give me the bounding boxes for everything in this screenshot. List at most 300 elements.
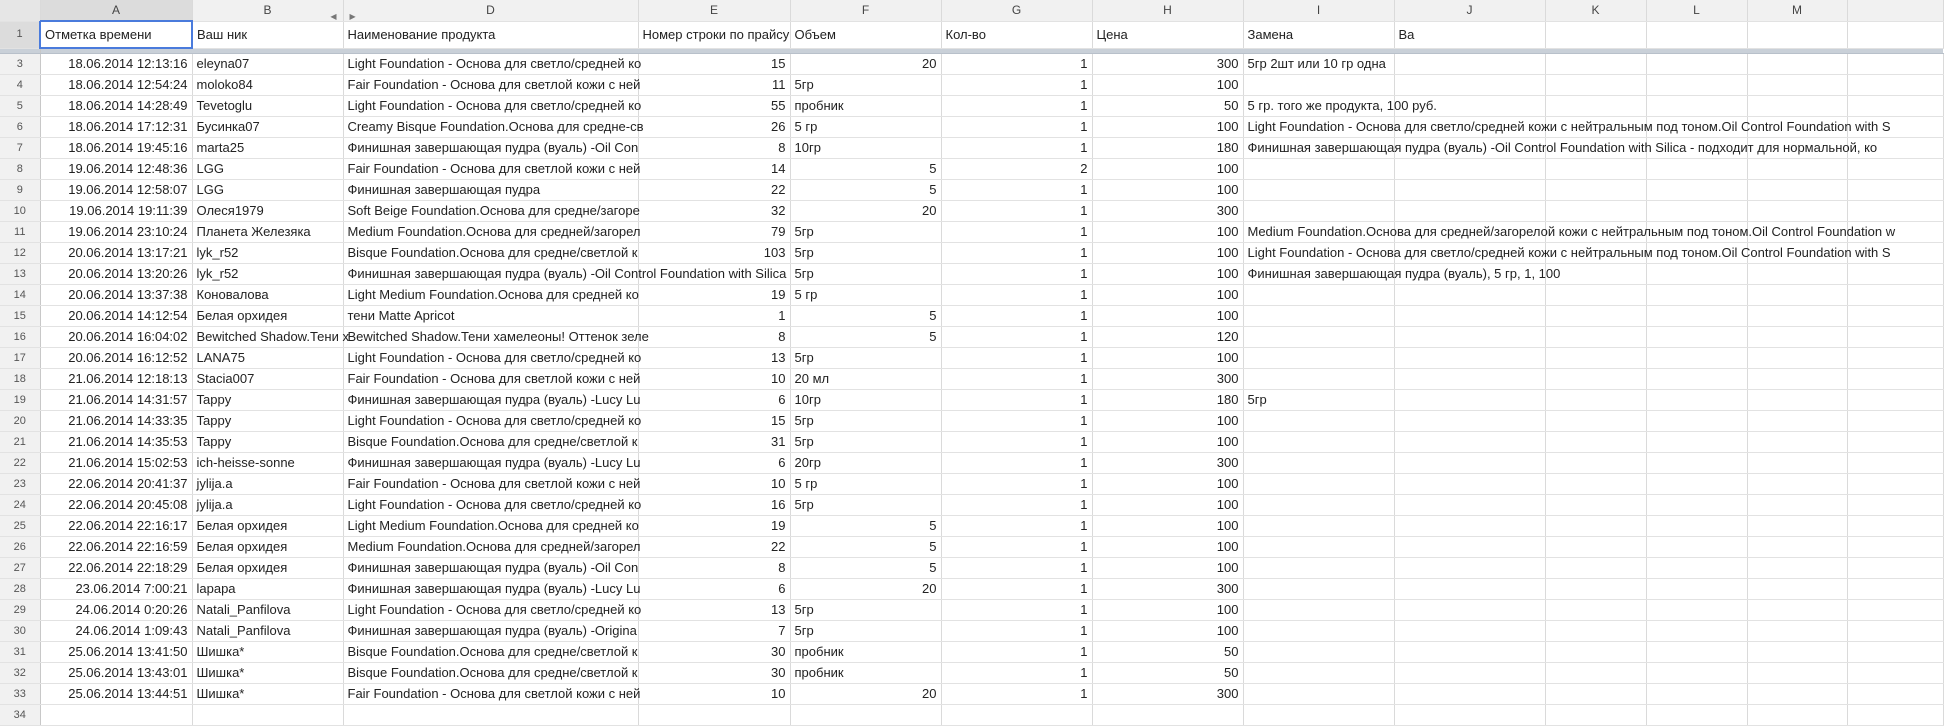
- cell[interactable]: Bisque Foundation.Основа для средне/светлой к: [343, 242, 638, 263]
- cell[interactable]: [1847, 347, 1943, 368]
- cell[interactable]: Бусинка07: [192, 116, 343, 137]
- cell[interactable]: 18.06.2014 14:28:49: [40, 95, 192, 116]
- cell[interactable]: 1: [941, 662, 1092, 683]
- cell[interactable]: 26: [638, 116, 790, 137]
- cell[interactable]: 6: [638, 452, 790, 473]
- cell[interactable]: [192, 704, 343, 725]
- cell[interactable]: 300: [1092, 452, 1243, 473]
- cell[interactable]: [1646, 305, 1747, 326]
- cell[interactable]: [1847, 389, 1943, 410]
- cell[interactable]: [1747, 620, 1847, 641]
- cell[interactable]: Белая орхидея: [192, 536, 343, 557]
- cell[interactable]: [1243, 599, 1394, 620]
- cell[interactable]: [1646, 662, 1747, 683]
- cell[interactable]: [1847, 662, 1943, 683]
- cell[interactable]: 100: [1092, 347, 1243, 368]
- cell[interactable]: marta25: [192, 137, 343, 158]
- cell[interactable]: [1646, 410, 1747, 431]
- cell[interactable]: 5: [790, 179, 941, 200]
- cell[interactable]: [1092, 704, 1243, 725]
- cell[interactable]: Natali_Panfilova: [192, 620, 343, 641]
- cell[interactable]: Light Foundation - Основа для светло/средней ко: [343, 95, 638, 116]
- cell[interactable]: Light Foundation - Основа для светло/средней ко: [343, 347, 638, 368]
- cell[interactable]: [1545, 389, 1646, 410]
- cell[interactable]: [1646, 578, 1747, 599]
- row-header[interactable]: 34: [0, 704, 40, 725]
- cell[interactable]: Light Foundation - Основа для светло/средней ко: [343, 599, 638, 620]
- cell[interactable]: [1847, 515, 1943, 536]
- column-title-cell[interactable]: [1545, 21, 1646, 48]
- cell[interactable]: [1545, 347, 1646, 368]
- cell[interactable]: [1243, 683, 1394, 704]
- cell[interactable]: 1: [638, 305, 790, 326]
- cell[interactable]: 1: [941, 74, 1092, 95]
- cell[interactable]: [1243, 662, 1394, 683]
- column-header-e[interactable]: E: [638, 0, 790, 21]
- cell[interactable]: Белая орхидея: [192, 305, 343, 326]
- cell[interactable]: [1747, 200, 1847, 221]
- row-header[interactable]: 25: [0, 515, 40, 536]
- cell[interactable]: 20.06.2014 13:20:26: [40, 263, 192, 284]
- cell[interactable]: 10гр: [790, 389, 941, 410]
- row-header[interactable]: 21: [0, 431, 40, 452]
- cell[interactable]: 20: [790, 683, 941, 704]
- cell[interactable]: 1: [941, 389, 1092, 410]
- cell[interactable]: тени Matte Apricot: [343, 305, 638, 326]
- cell[interactable]: [1747, 326, 1847, 347]
- cell[interactable]: [1646, 326, 1747, 347]
- cell[interactable]: 1: [941, 347, 1092, 368]
- cell[interactable]: [1394, 284, 1545, 305]
- cell[interactable]: [1394, 410, 1545, 431]
- cell[interactable]: [1646, 620, 1747, 641]
- triangle-left-icon[interactable]: ◀: [330, 12, 337, 21]
- cell[interactable]: 13: [638, 599, 790, 620]
- cell[interactable]: [1545, 473, 1646, 494]
- row-header[interactable]: 14: [0, 284, 40, 305]
- cell[interactable]: lyk_r52: [192, 263, 343, 284]
- column-header-b[interactable]: B ◀: [192, 0, 343, 21]
- cell[interactable]: [1847, 494, 1943, 515]
- cell[interactable]: 1: [941, 683, 1092, 704]
- cell[interactable]: [1747, 704, 1847, 725]
- cell[interactable]: moloko84: [192, 74, 343, 95]
- cell[interactable]: [1545, 53, 1646, 74]
- cell[interactable]: 300: [1092, 368, 1243, 389]
- cell[interactable]: 19.06.2014 12:58:07: [40, 179, 192, 200]
- cell[interactable]: 23.06.2014 7:00:21: [40, 578, 192, 599]
- cell[interactable]: Белая орхидея: [192, 557, 343, 578]
- cell[interactable]: [1243, 74, 1394, 95]
- column-title-cell[interactable]: [1646, 21, 1747, 48]
- cell[interactable]: [1545, 305, 1646, 326]
- cell[interactable]: 20гр: [790, 452, 941, 473]
- cell[interactable]: Natali_Panfilova: [192, 599, 343, 620]
- cell[interactable]: [1847, 473, 1943, 494]
- cell[interactable]: [1394, 368, 1545, 389]
- cell[interactable]: [1394, 452, 1545, 473]
- cell[interactable]: Финишная завершающая пудра (вуаль) -Oil Control Foundation with Silica - подходит для нормальной, ко: [1243, 137, 1394, 158]
- row-header[interactable]: 5: [0, 95, 40, 116]
- cell[interactable]: [1646, 452, 1747, 473]
- cell[interactable]: [1847, 326, 1943, 347]
- cell[interactable]: 1: [941, 137, 1092, 158]
- cell[interactable]: 21.06.2014 12:18:13: [40, 368, 192, 389]
- cell[interactable]: LGG: [192, 179, 343, 200]
- column-header-l[interactable]: L: [1646, 0, 1747, 21]
- cell[interactable]: 300: [1092, 683, 1243, 704]
- cell[interactable]: [1545, 683, 1646, 704]
- row-header[interactable]: 27: [0, 557, 40, 578]
- column-title-cell[interactable]: Наименование продукта: [343, 21, 638, 48]
- cell[interactable]: [1545, 284, 1646, 305]
- cell[interactable]: 21.06.2014 14:31:57: [40, 389, 192, 410]
- cell[interactable]: [1847, 641, 1943, 662]
- select-all-corner[interactable]: [0, 0, 40, 21]
- cell[interactable]: Финишная завершающая пудра (вуаль) -Lucy Lu: [343, 452, 638, 473]
- cell[interactable]: 20.06.2014 13:37:38: [40, 284, 192, 305]
- cell[interactable]: Stacia007: [192, 368, 343, 389]
- cell[interactable]: [1394, 305, 1545, 326]
- cell[interactable]: [1394, 158, 1545, 179]
- cell[interactable]: 100: [1092, 599, 1243, 620]
- cell[interactable]: [1545, 95, 1646, 116]
- cell[interactable]: 100: [1092, 620, 1243, 641]
- cell[interactable]: [1243, 200, 1394, 221]
- cell[interactable]: 10гр: [790, 137, 941, 158]
- column-header-a[interactable]: A: [40, 0, 192, 21]
- row-header[interactable]: 33: [0, 683, 40, 704]
- cell[interactable]: Финишная завершающая пудра (вуаль) -Origina: [343, 620, 638, 641]
- cell[interactable]: LANA75: [192, 347, 343, 368]
- cell[interactable]: Medium Foundation.Основа для средней/загорел: [343, 221, 638, 242]
- cell[interactable]: [1243, 536, 1394, 557]
- cell[interactable]: 5: [790, 158, 941, 179]
- cell[interactable]: [1747, 494, 1847, 515]
- cell[interactable]: 1: [941, 53, 1092, 74]
- column-header-f[interactable]: F: [790, 0, 941, 21]
- cell[interactable]: Коновалова: [192, 284, 343, 305]
- cell[interactable]: [1847, 179, 1943, 200]
- row-header[interactable]: 7: [0, 137, 40, 158]
- cell[interactable]: 100: [1092, 242, 1243, 263]
- cell[interactable]: [1847, 263, 1943, 284]
- cell[interactable]: Fair Foundation - Основа для светлой кожи с ней: [343, 473, 638, 494]
- cell[interactable]: [1243, 557, 1394, 578]
- cell[interactable]: Light Medium Foundation.Основа для средней ко: [343, 284, 638, 305]
- cell[interactable]: 5гр: [790, 599, 941, 620]
- cell[interactable]: 1: [941, 452, 1092, 473]
- column-title-cell[interactable]: [1747, 21, 1847, 48]
- cell[interactable]: Финишная завершающая пудра (вуаль) -Oil Con: [343, 137, 638, 158]
- cell[interactable]: 24.06.2014 1:09:43: [40, 620, 192, 641]
- cell[interactable]: [1646, 515, 1747, 536]
- cell[interactable]: пробник: [790, 95, 941, 116]
- cell[interactable]: 25.06.2014 13:43:01: [40, 662, 192, 683]
- cell[interactable]: 31: [638, 431, 790, 452]
- cell[interactable]: [1394, 662, 1545, 683]
- cell[interactable]: 180: [1092, 389, 1243, 410]
- cell[interactable]: eleyna07: [192, 53, 343, 74]
- cell[interactable]: [1394, 641, 1545, 662]
- cell[interactable]: [1646, 599, 1747, 620]
- cell[interactable]: [1394, 326, 1545, 347]
- cell[interactable]: 1: [941, 473, 1092, 494]
- cell[interactable]: [1394, 683, 1545, 704]
- cell[interactable]: [1545, 557, 1646, 578]
- triangle-right-icon[interactable]: ▶: [349, 12, 356, 21]
- row-header[interactable]: 4: [0, 74, 40, 95]
- cell[interactable]: 30: [638, 662, 790, 683]
- cell[interactable]: 1: [941, 242, 1092, 263]
- cell[interactable]: Олеся1979: [192, 200, 343, 221]
- cell[interactable]: 20.06.2014 16:12:52: [40, 347, 192, 368]
- column-header-n[interactable]: [1847, 0, 1943, 21]
- cell[interactable]: [1747, 389, 1847, 410]
- cell[interactable]: 1: [941, 641, 1092, 662]
- cell[interactable]: пробник: [790, 641, 941, 662]
- cell[interactable]: [790, 704, 941, 725]
- cell[interactable]: [1545, 515, 1646, 536]
- cell[interactable]: 5: [790, 557, 941, 578]
- column-header-h[interactable]: H: [1092, 0, 1243, 21]
- cell[interactable]: [1243, 641, 1394, 662]
- cell[interactable]: [1747, 452, 1847, 473]
- cell[interactable]: Medium Foundation.Основа для средней/загорелой кожи с нейтральным под тоном.Oil Control Foundation w: [1243, 221, 1394, 242]
- cell[interactable]: Финишная завершающая пудра (вуаль), 5 гр, 1, 100: [1243, 263, 1394, 284]
- cell[interactable]: [1646, 473, 1747, 494]
- row-header[interactable]: 22: [0, 452, 40, 473]
- cell[interactable]: 20: [790, 200, 941, 221]
- cell[interactable]: [1394, 53, 1545, 74]
- cell[interactable]: [1847, 53, 1943, 74]
- cell[interactable]: [638, 704, 790, 725]
- cell[interactable]: 5: [790, 305, 941, 326]
- cell[interactable]: 20: [790, 578, 941, 599]
- row-header[interactable]: 6: [0, 116, 40, 137]
- cell[interactable]: Light Medium Foundation.Основа для средней ко: [343, 515, 638, 536]
- row-header[interactable]: 31: [0, 641, 40, 662]
- cell[interactable]: 100: [1092, 158, 1243, 179]
- cell[interactable]: Bisque Foundation.Основа для средне/светлой к: [343, 662, 638, 683]
- cell[interactable]: [1394, 494, 1545, 515]
- column-title-cell[interactable]: Кол-во: [941, 21, 1092, 48]
- column-header-i[interactable]: I: [1243, 0, 1394, 21]
- cell[interactable]: 100: [1092, 431, 1243, 452]
- row-header[interactable]: 16: [0, 326, 40, 347]
- cell[interactable]: 5гр: [1243, 389, 1394, 410]
- cell[interactable]: 8: [638, 137, 790, 158]
- cell[interactable]: Creamy Bisque Foundation.Основа для средне-св: [343, 116, 638, 137]
- cell[interactable]: Fair Foundation - Основа для светлой кожи с ней: [343, 368, 638, 389]
- cell[interactable]: 1: [941, 410, 1092, 431]
- cell[interactable]: Tappy: [192, 410, 343, 431]
- cell[interactable]: Light Foundation - Основа для светло/средней ко: [343, 53, 638, 74]
- cell[interactable]: [1847, 599, 1943, 620]
- cell[interactable]: 22.06.2014 20:41:37: [40, 473, 192, 494]
- row-header[interactable]: 29: [0, 599, 40, 620]
- cell[interactable]: 15: [638, 53, 790, 74]
- cell[interactable]: [1394, 179, 1545, 200]
- cell[interactable]: [1646, 704, 1747, 725]
- cell[interactable]: 5 гр: [790, 473, 941, 494]
- cell[interactable]: [1394, 200, 1545, 221]
- cell[interactable]: [1545, 410, 1646, 431]
- cell[interactable]: [1545, 179, 1646, 200]
- cell[interactable]: [1243, 305, 1394, 326]
- cell[interactable]: [1394, 431, 1545, 452]
- cell[interactable]: [1847, 74, 1943, 95]
- cell[interactable]: [1747, 557, 1847, 578]
- cell[interactable]: 20.06.2014 13:17:21: [40, 242, 192, 263]
- cell[interactable]: [1243, 326, 1394, 347]
- cell[interactable]: [1847, 431, 1943, 452]
- cell[interactable]: Fair Foundation - Основа для светлой кожи с ней: [343, 158, 638, 179]
- cell[interactable]: Планета Железяка: [192, 221, 343, 242]
- cell[interactable]: 120: [1092, 326, 1243, 347]
- cell[interactable]: 5гр: [790, 221, 941, 242]
- cell[interactable]: [1545, 494, 1646, 515]
- cell[interactable]: 180: [1092, 137, 1243, 158]
- cell[interactable]: Шишка*: [192, 641, 343, 662]
- cell[interactable]: Light Foundation - Основа для светло/средней ко: [343, 410, 638, 431]
- cell[interactable]: 18.06.2014 17:12:31: [40, 116, 192, 137]
- cell[interactable]: [1646, 179, 1747, 200]
- cell[interactable]: [1243, 158, 1394, 179]
- cell[interactable]: Light Foundation - Основа для светло/средней кожи с нейтральным под тоном.Oil Control Foundation with S: [1243, 116, 1394, 137]
- row-header[interactable]: 18: [0, 368, 40, 389]
- cell[interactable]: 25.06.2014 13:44:51: [40, 683, 192, 704]
- cell[interactable]: [1394, 599, 1545, 620]
- cell[interactable]: Light Foundation - Основа для светло/средней кожи с нейтральным под тоном.Oil Control Foundation with S: [1243, 242, 1394, 263]
- cell[interactable]: [1747, 515, 1847, 536]
- row-header[interactable]: 19: [0, 389, 40, 410]
- cell[interactable]: 6: [638, 389, 790, 410]
- cell[interactable]: [1747, 263, 1847, 284]
- cell[interactable]: 5: [790, 326, 941, 347]
- cell[interactable]: Bewitched Shadow.Тени хамелеоны! Оттенок зеле: [343, 326, 638, 347]
- cell[interactable]: [1847, 410, 1943, 431]
- cell[interactable]: [1747, 95, 1847, 116]
- cell[interactable]: Белая орхидея: [192, 515, 343, 536]
- cell[interactable]: Шишка*: [192, 662, 343, 683]
- cell[interactable]: 5гр: [790, 74, 941, 95]
- row-header[interactable]: 20: [0, 410, 40, 431]
- cell[interactable]: [1545, 263, 1646, 284]
- cell[interactable]: 1: [941, 200, 1092, 221]
- cell[interactable]: 1: [941, 494, 1092, 515]
- cell[interactable]: [1243, 368, 1394, 389]
- cell[interactable]: [1747, 662, 1847, 683]
- cell[interactable]: 20.06.2014 14:12:54: [40, 305, 192, 326]
- cell[interactable]: [1243, 515, 1394, 536]
- row-header[interactable]: 12: [0, 242, 40, 263]
- cell[interactable]: 19.06.2014 12:48:36: [40, 158, 192, 179]
- cell[interactable]: 18.06.2014 19:45:16: [40, 137, 192, 158]
- cell[interactable]: Финишная завершающая пудра (вуаль) -Oil Con: [343, 557, 638, 578]
- row-header[interactable]: 3: [0, 53, 40, 74]
- cell[interactable]: jylija.a: [192, 494, 343, 515]
- column-title-cell[interactable]: Ва: [1394, 21, 1545, 48]
- cell[interactable]: [1747, 74, 1847, 95]
- cell[interactable]: 21.06.2014 15:02:53: [40, 452, 192, 473]
- row-header[interactable]: 15: [0, 305, 40, 326]
- cell[interactable]: [1847, 305, 1943, 326]
- cell[interactable]: [1545, 452, 1646, 473]
- cell[interactable]: [1646, 95, 1747, 116]
- cell[interactable]: 22: [638, 536, 790, 557]
- cell[interactable]: Light Foundation - Основа для светло/средней ко: [343, 494, 638, 515]
- cell[interactable]: [1243, 452, 1394, 473]
- cell[interactable]: [1847, 368, 1943, 389]
- cell[interactable]: 100: [1092, 221, 1243, 242]
- cell[interactable]: 21.06.2014 14:33:35: [40, 410, 192, 431]
- cell[interactable]: 14: [638, 158, 790, 179]
- cell[interactable]: [1646, 53, 1747, 74]
- cell[interactable]: Финишная завершающая пудра (вуаль) -Oil Control Foundation with Silica: [343, 263, 638, 284]
- cell[interactable]: [1243, 284, 1394, 305]
- row-header[interactable]: 23: [0, 473, 40, 494]
- cell[interactable]: 100: [1092, 410, 1243, 431]
- cell[interactable]: [1545, 641, 1646, 662]
- cell[interactable]: 100: [1092, 179, 1243, 200]
- cell[interactable]: 21.06.2014 14:35:53: [40, 431, 192, 452]
- cell[interactable]: 22.06.2014 22:16:17: [40, 515, 192, 536]
- cell[interactable]: 300: [1092, 578, 1243, 599]
- cell[interactable]: 6: [638, 578, 790, 599]
- cell[interactable]: [1646, 263, 1747, 284]
- cell[interactable]: 100: [1092, 494, 1243, 515]
- cell[interactable]: 19.06.2014 19:11:39: [40, 200, 192, 221]
- cell[interactable]: [1646, 683, 1747, 704]
- cell[interactable]: 1: [941, 515, 1092, 536]
- cell[interactable]: 103: [638, 242, 790, 263]
- cell[interactable]: [1847, 200, 1943, 221]
- cell[interactable]: Bisque Foundation.Основа для средне/светлой к: [343, 431, 638, 452]
- cell[interactable]: 100: [1092, 74, 1243, 95]
- cell[interactable]: [1847, 683, 1943, 704]
- cell[interactable]: 19.06.2014 23:10:24: [40, 221, 192, 242]
- cell[interactable]: 100: [1092, 305, 1243, 326]
- cell[interactable]: [1847, 284, 1943, 305]
- cell[interactable]: 10: [638, 473, 790, 494]
- row-header[interactable]: 10: [0, 200, 40, 221]
- cell[interactable]: [1646, 494, 1747, 515]
- cell[interactable]: [1646, 557, 1747, 578]
- cell[interactable]: 22.06.2014 22:16:59: [40, 536, 192, 557]
- cell[interactable]: 13: [638, 347, 790, 368]
- cell[interactable]: 5гр: [790, 242, 941, 263]
- cell[interactable]: 11: [638, 74, 790, 95]
- row-header[interactable]: 30: [0, 620, 40, 641]
- cell[interactable]: 25.06.2014 13:41:50: [40, 641, 192, 662]
- column-header-d[interactable]: D ▶: [343, 0, 638, 21]
- cell[interactable]: Финишная завершающая пудра: [343, 179, 638, 200]
- cell[interactable]: [1394, 557, 1545, 578]
- column-title-cell[interactable]: Ваш ник: [192, 21, 343, 48]
- cell[interactable]: Fair Foundation - Основа для светлой кожи с ней: [343, 74, 638, 95]
- cell[interactable]: [1847, 620, 1943, 641]
- cell[interactable]: [1545, 74, 1646, 95]
- cell[interactable]: [1646, 284, 1747, 305]
- column-header-m[interactable]: M: [1747, 0, 1847, 21]
- column-title-cell[interactable]: Замена: [1243, 21, 1394, 48]
- cell[interactable]: [1545, 620, 1646, 641]
- cell[interactable]: [1646, 641, 1747, 662]
- cell[interactable]: [1243, 431, 1394, 452]
- cell[interactable]: Финишная завершающая пудра (вуаль) -Lucy Lu: [343, 578, 638, 599]
- cell[interactable]: [1747, 305, 1847, 326]
